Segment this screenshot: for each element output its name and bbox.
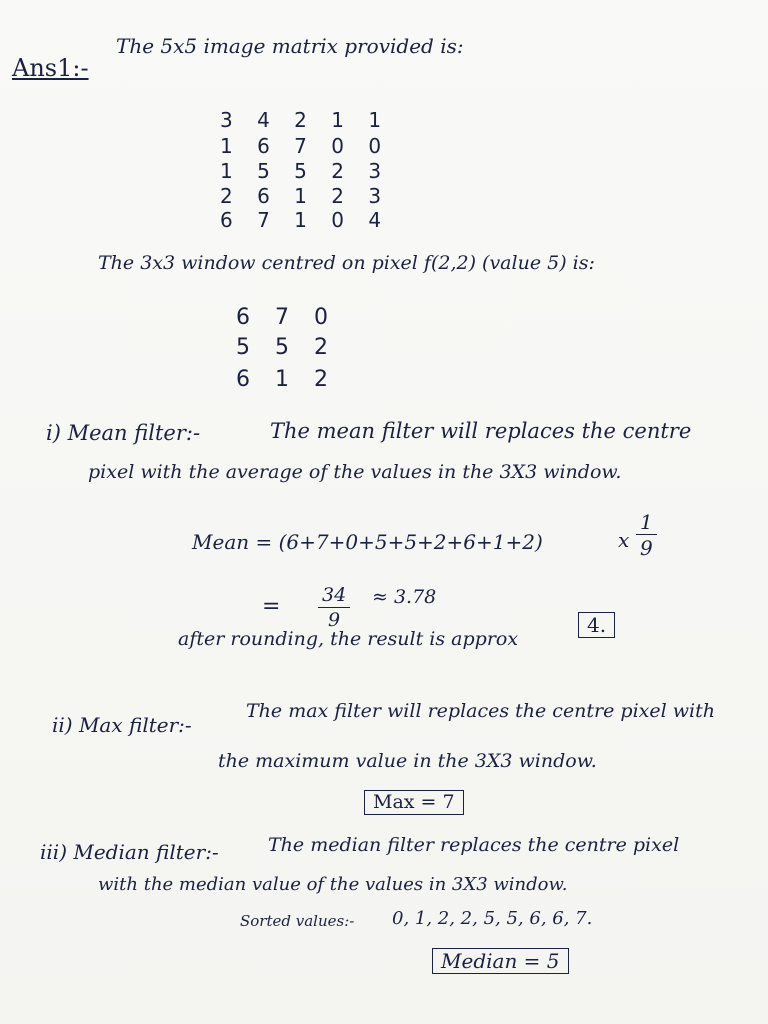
median-sorted-values: 0, 1, 2, 2, 5, 5, 6, 6, 7.: [392, 908, 593, 929]
max-filter-desc-2: the maximum value in the 3X3 window.: [218, 750, 597, 772]
mean-fraction-one-ninth: [636, 512, 657, 558]
mean-sum-num: 34: [318, 586, 350, 608]
mean-sum-den: 9: [328, 609, 341, 631]
matrix5-row-1: 3 4 2 1 1: [220, 108, 391, 132]
median-sorted-label: Sorted values:-: [240, 912, 355, 930]
mean-result-box: 4.: [578, 612, 615, 638]
mean-fraction-sum: [318, 586, 350, 630]
window-intro-text: The 3x3 window centred on pixel f(2,2) (value 5) is:: [98, 252, 595, 274]
mean-filter-desc-1: The mean filter will replaces the centre: [270, 419, 692, 443]
mean-filter-label: i) Mean filter:-: [46, 421, 201, 445]
mean-equals: =: [262, 594, 281, 619]
max-filter-desc-1: The max filter will replaces the centre pixel with: [246, 700, 715, 722]
matrix3-row-1: 6 7 0: [236, 305, 337, 330]
matrix5-row-2: 1 6 7 0 0: [220, 134, 391, 158]
intro-text: The 5x5 image matrix provided is:: [116, 34, 464, 58]
matrix3-row-3: 6 1 2: [236, 367, 337, 392]
matrix5-row-4: 2 6 1 2 3: [220, 184, 391, 208]
answer-label: Ans1:-: [12, 54, 89, 82]
median-result-box: Median = 5: [432, 948, 569, 974]
mean-filter-desc-2: pixel with the average of the values in the 3X3 window.: [88, 461, 622, 483]
mean-formula: Mean = (6+7+0+5+5+2+6+1+2): [192, 530, 543, 554]
max-result-box: Max = 7: [364, 790, 464, 815]
median-filter-desc-2: with the median value of the values in 3X3 window.: [98, 874, 568, 895]
mean-times: x: [618, 528, 630, 552]
mean-fraction-num: 1: [636, 512, 657, 535]
mean-fraction-den: 9: [640, 536, 653, 560]
median-filter-desc-1: The median filter replaces the centre pixel: [268, 834, 680, 856]
matrix5-row-3: 1 5 5 2 3: [220, 159, 391, 183]
median-filter-label: iii) Median filter:-: [40, 840, 219, 864]
matrix3-row-2: 5 5 2: [236, 335, 337, 360]
matrix5-row-5: 6 7 1 0 4: [220, 208, 391, 232]
mean-after-rounding: after rounding, the result is approx: [178, 628, 519, 650]
mean-approx-value: ≈ 3.78: [372, 586, 437, 608]
max-filter-label: ii) Max filter:-: [52, 713, 192, 737]
